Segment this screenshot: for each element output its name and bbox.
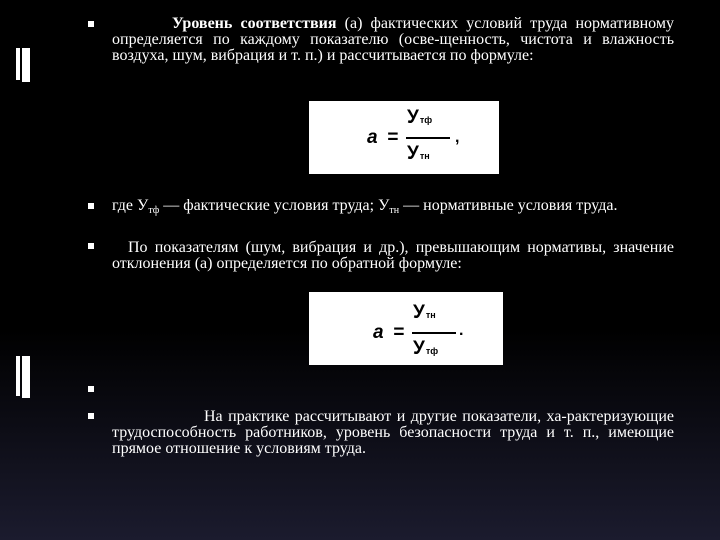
paragraph-definitions: где Утф — фактические условия труда; Утн — нормативные условия труда.: [112, 197, 618, 216]
fraction-line: [406, 137, 450, 139]
decorative-bar-bottom: [16, 356, 20, 396]
decorative-bar-bottom-thick: [22, 356, 30, 398]
bullet-icon: [88, 243, 94, 249]
fraction-line: [412, 332, 456, 334]
paragraph-text: На практике рассчитывают и другие показатели, ха-рактеризующие трудоспособность работников, уровень безопасности труда и т. п., имеющие прямое отношение к условиям труда.: [112, 408, 674, 457]
bullet-icon: [88, 413, 94, 419]
formula-direct: [309, 101, 499, 174]
formula-tail-comma: ,: [455, 129, 460, 146]
bullet-icon: [88, 21, 94, 27]
formula-denominator-subscript: тн: [419, 151, 430, 161]
paragraph-compliance-level: [112, 16, 674, 64]
subscript-normative: тн: [389, 205, 400, 216]
formula-lhs: a: [373, 322, 384, 343]
paragraph-other-indicators: [112, 409, 674, 457]
formula-denominator: Утф: [413, 338, 439, 359]
formula-numerator: Утф: [407, 107, 433, 128]
formula-tail-period: .: [459, 322, 464, 339]
formula-equals: =: [393, 322, 405, 343]
formula-inverse: [309, 292, 503, 365]
paragraph-text: (а) фактических условий труда нормативному определяется по каждому показателю (осве-щенность, чистота и влажность воздуха, шум, вибрация и т. п.) и рассчитывается по формуле:: [112, 15, 674, 64]
formula-denominator: Утн: [407, 143, 430, 164]
formula-lhs: a: [367, 127, 378, 148]
paragraph-inverse-formula: [112, 240, 674, 272]
formula-numerator-subscript: тн: [425, 310, 436, 320]
formula-equals: =: [387, 127, 399, 148]
formula-numerator-subscript: тф: [419, 115, 433, 125]
decorative-bar-top: [16, 48, 20, 80]
decorative-bar-top-thick: [22, 48, 30, 82]
subscript-actual: тф: [148, 205, 160, 216]
formula-numerator: Утн: [413, 302, 436, 323]
formula-denominator-subscript: тф: [425, 346, 439, 356]
paragraph-text: По показателям (шум, вибрация и др.), превышающим нормативы, значение отклонения (а) определяется по обратной формуле:: [112, 239, 674, 272]
term-compliance-level: Уровень соответствия: [172, 15, 337, 32]
bullet-icon: [88, 386, 94, 392]
bullet-icon: [88, 203, 94, 209]
